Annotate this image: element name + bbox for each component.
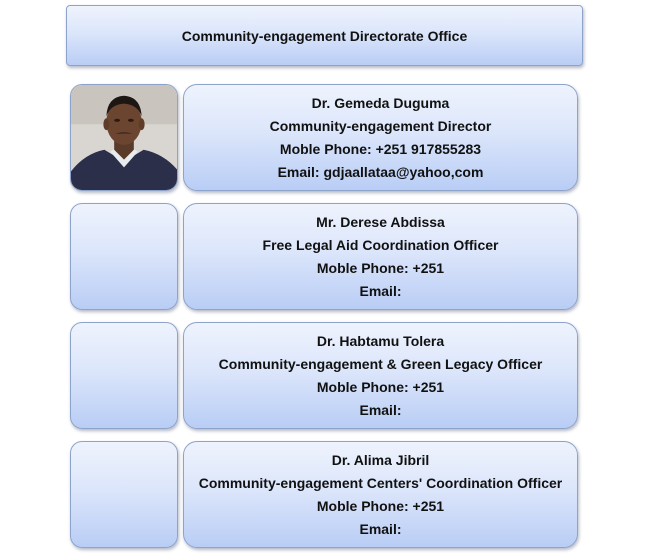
staff-email: Email: <box>359 521 402 537</box>
staff-email: Email: <box>359 402 402 418</box>
staff-title: Community-engagement & Green Legacy Officer <box>218 356 543 372</box>
staff-card <box>183 84 578 191</box>
staff-card <box>183 322 578 429</box>
staff-name: Dr. Gemeda Duguma <box>311 95 450 111</box>
staff-title: Community-engagement Centers' Coordination Officer <box>198 475 563 491</box>
staff-photo <box>71 85 177 190</box>
staff-phone: Moble Phone: +251 <box>316 260 445 276</box>
directorate-header <box>66 5 583 66</box>
staff-phone: Moble Phone: +251 <box>316 498 445 514</box>
staff-photo-placeholder <box>70 441 178 548</box>
staff-card <box>183 203 578 310</box>
staff-photo-placeholder <box>70 203 178 310</box>
staff-phone: Moble Phone: +251 917855283 <box>279 141 482 157</box>
staff-title: Community-engagement Director <box>269 118 492 134</box>
staff-name: Dr. Habtamu Tolera <box>316 333 445 349</box>
staff-title: Free Legal Aid Coordination Officer <box>262 237 499 253</box>
staff-email: Email: <box>359 283 402 299</box>
staff-email: Email: gdjaallataa@yahoo,com <box>277 164 484 180</box>
staff-name: Dr. Alima Jibril <box>331 452 430 468</box>
staff-photo-frame <box>70 84 178 191</box>
staff-photo-placeholder <box>70 322 178 429</box>
staff-name: Mr. Derese Abdissa <box>316 214 445 230</box>
page-title: Community-engagement Directorate Office <box>181 27 468 44</box>
staff-phone: Moble Phone: +251 <box>316 379 445 395</box>
staff-card <box>183 441 578 548</box>
